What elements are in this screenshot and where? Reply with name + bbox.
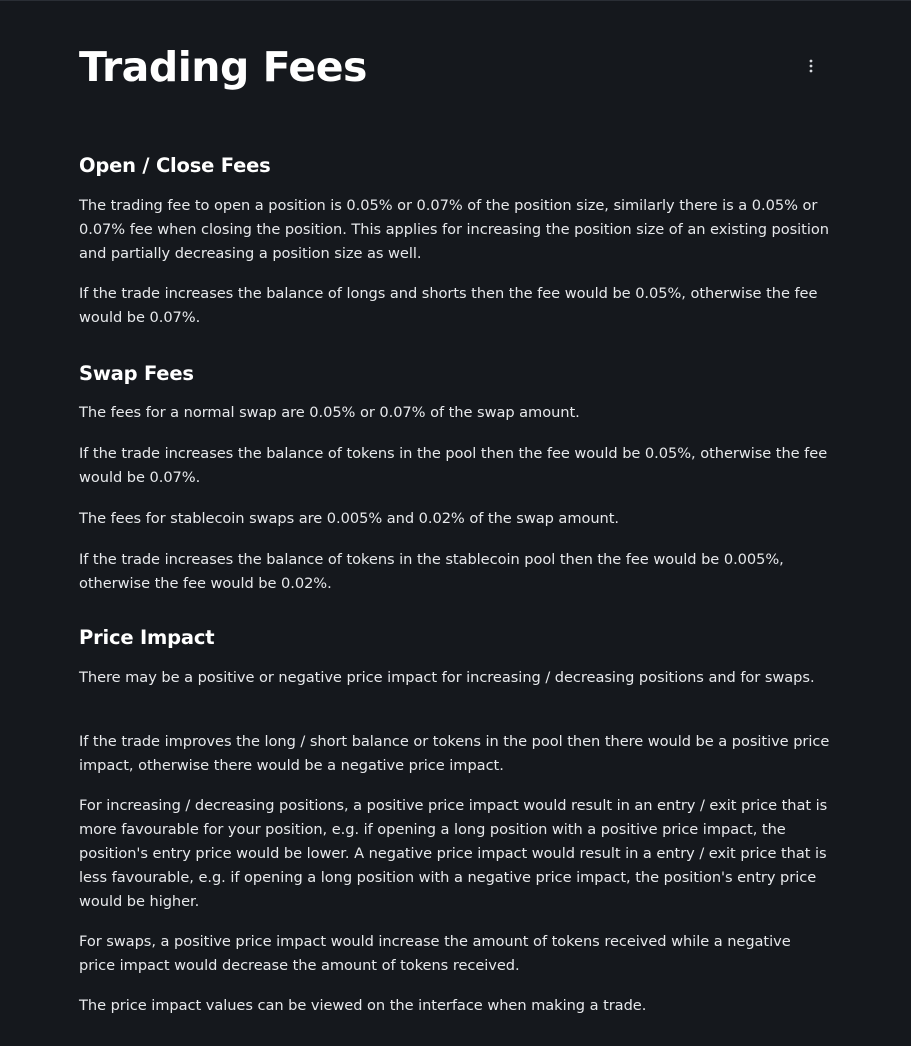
more-vertical-icon bbox=[800, 57, 822, 77]
page-title: Trading Fees bbox=[79, 43, 367, 91]
section-heading: Price Impact bbox=[79, 626, 215, 649]
paragraph: If the trade increases the balance of longs and shorts then the fee would be 0.05%, otherwise the fee would be 0.07%. bbox=[79, 285, 818, 326]
section-heading: Open / Close Fees bbox=[79, 154, 271, 177]
more-options-button[interactable] bbox=[800, 57, 822, 77]
paragraph: The trading fee to open a position is 0.05% or 0.07% of the position size, similarly there is a 0.05% or 0.07% fee when closing the position. This applies for increasing the position size of an existing position and partially decreasing a position size as well. bbox=[79, 197, 829, 262]
paragraph: For swaps, a positive price impact would increase the amount of tokens received while a negative price impact would decrease the amount of tokens received. bbox=[79, 933, 791, 974]
paragraph: If the trade increases the balance of tokens in the pool then the fee would be 0.05%, otherwise the fee would be 0.07%. bbox=[79, 445, 828, 486]
paragraph: For increasing / decreasing positions, a positive price impact would result in an entry / exit price that is more favourable for your position, e.g. if opening a long position with a positive price impact, the position's entry price would be lower. A negative price impact would result in a entry / exit price that is less favourable, e.g. if opening a long position with a negative price impact, the position's entry price would be higher. bbox=[79, 797, 828, 910]
paragraph: There may be a positive or negative price impact for increasing / decreasing positions and for swaps. bbox=[79, 669, 815, 686]
paragraph: The fees for a normal swap are 0.05% or 0.07% of the swap amount. bbox=[79, 404, 580, 421]
paragraph: The price impact values can be viewed on the interface when making a trade. bbox=[79, 997, 647, 1014]
paragraph: The fees for stablecoin swaps are 0.005% and 0.02% of the swap amount. bbox=[79, 510, 620, 527]
section-heading: Swap Fees bbox=[79, 362, 194, 385]
paragraph: If the trade increases the balance of tokens in the stablecoin pool then the fee would be 0.005%, otherwise the fee would be 0.02%. bbox=[79, 551, 784, 592]
paragraph: If the trade improves the long / short balance or tokens in the pool then there would be a positive price impact, otherwise there would be a negative price impact. bbox=[79, 733, 830, 774]
